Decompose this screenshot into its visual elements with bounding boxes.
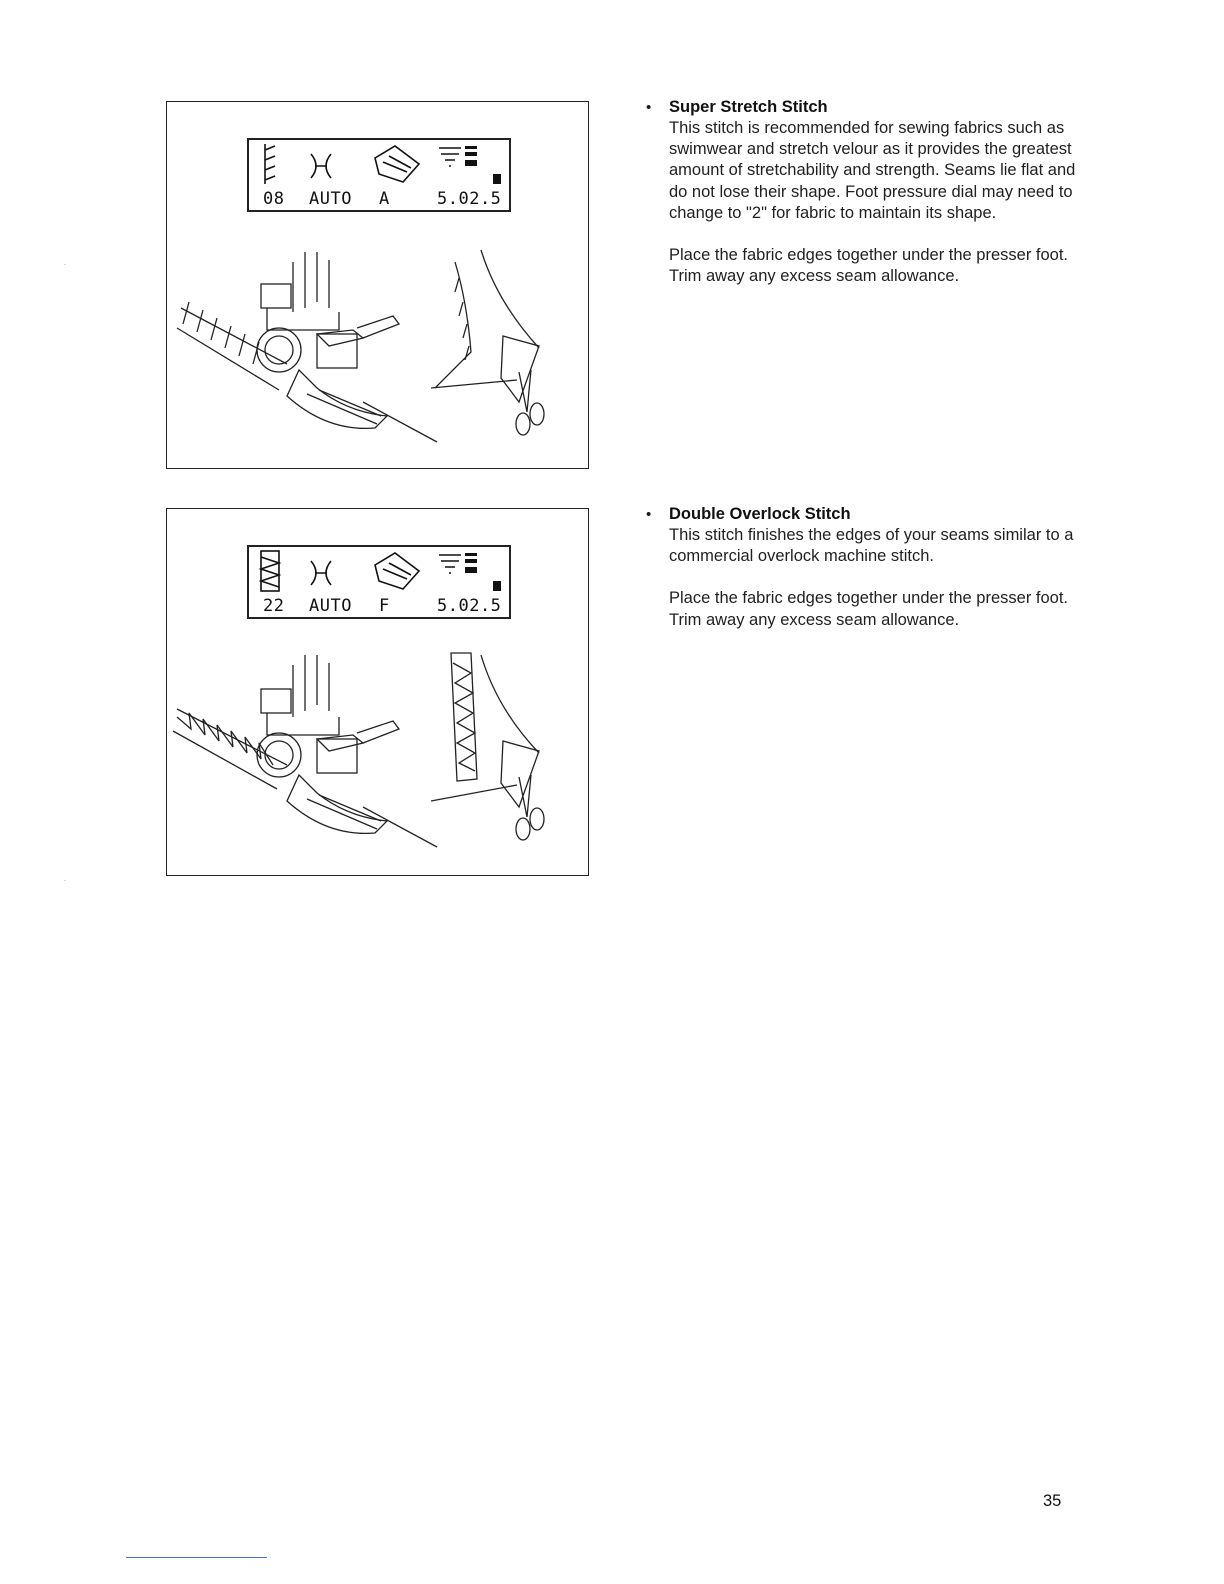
lcd-mode: AUTO [309, 189, 352, 209]
section-paragraph: This stitch is recommended for sewing fabrics such as swimwear and stretch velour as it provides the greatest amount of stretchability and strength. Seams lie flat and do not lose their shape. Foot pressure dial may need to change to "2" for fabric to maintain its shape. [669, 119, 1076, 222]
section-paragraph: This stitch finishes the edges of your seams similar to a commercial overlock machine stitch. [669, 526, 1074, 566]
lcd-icons [249, 140, 509, 190]
bullet: • [646, 506, 652, 523]
page-number: 35 [1043, 1492, 1062, 1510]
section-paragraph: Place the fabric edges together under the presser foot. Trim away any excess seam allowance. [669, 246, 1068, 286]
section-title: Double Overlock Stitch [669, 505, 851, 523]
stitch-pattern-icon [261, 551, 279, 591]
lcd-settings: 5.02.5 [437, 189, 502, 209]
presser-foot-icon [375, 553, 419, 589]
stitch-width-icon [439, 148, 461, 166]
lcd-foot: A [379, 189, 390, 209]
bullet: • [646, 99, 652, 116]
lcd-display [247, 545, 511, 619]
stitch-pattern-icon [265, 144, 275, 184]
scan-speck [64, 880, 66, 881]
presser-foot-icon [375, 146, 419, 182]
lcd-mode: AUTO [309, 596, 352, 616]
lcd-icons [249, 547, 509, 597]
section-title: Super Stretch Stitch [669, 98, 828, 116]
lcd-pattern-number: 22 [263, 596, 285, 616]
tension-icon [311, 561, 331, 585]
lcd-display [247, 138, 511, 212]
tension-icon [311, 154, 331, 178]
super-stretch-figure [166, 101, 589, 469]
scan-speck [64, 264, 66, 265]
super-stretch-section [646, 97, 1076, 287]
footer-rule [126, 1557, 267, 1558]
stitch-width-icon [439, 555, 461, 573]
lcd-pattern-number: 08 [263, 189, 285, 209]
double-overlock-section [646, 504, 1076, 631]
section-paragraph: Place the fabric edges together under the presser foot. Trim away any excess seam allowance. [669, 589, 1068, 629]
lcd-settings: 5.02.5 [437, 596, 502, 616]
lcd-foot: F [379, 596, 390, 616]
double-overlock-figure [166, 508, 589, 876]
